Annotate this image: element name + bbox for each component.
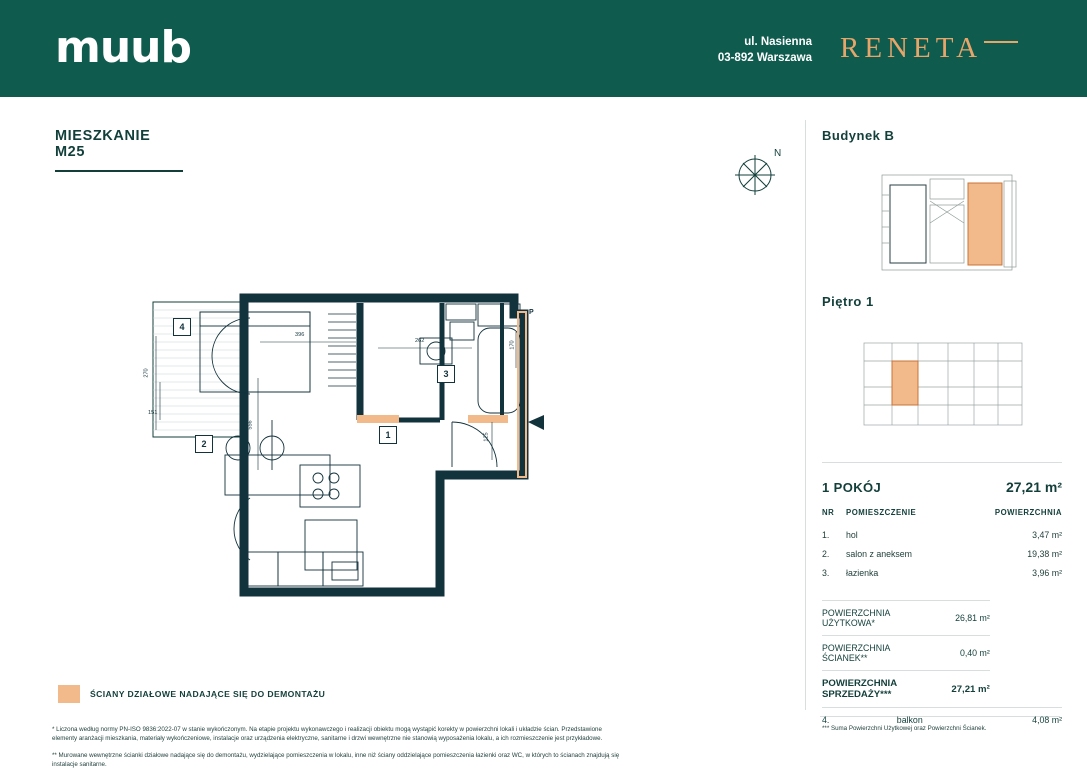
compass-icon	[730, 150, 780, 200]
floor-minimap-drawing	[822, 335, 1062, 435]
balcony-value: 4,08 m²	[990, 708, 1062, 733]
address-city: 03-892 Warszawa	[717, 52, 812, 64]
room-label-4: 4	[173, 318, 191, 336]
address-street: ul. Nasienna	[744, 36, 812, 48]
total-row-walls	[822, 636, 1062, 671]
dimension-396: 396	[295, 332, 305, 338]
building-title: Budynek B	[822, 128, 895, 143]
dimension-151: 151	[148, 410, 158, 416]
project-logo-underline	[984, 41, 1018, 43]
floor-minimap	[822, 335, 1062, 440]
total-row-sale	[822, 671, 1062, 708]
fixture-label-p: P	[529, 309, 534, 316]
total-area-value: 27,21 m²	[1005, 479, 1062, 495]
dimension-556: 556	[247, 420, 254, 430]
rooms-count-label: 1 POKÓJ	[822, 480, 882, 495]
dimension-262: 262	[415, 338, 425, 344]
floor-section	[822, 294, 1062, 309]
furniture-living	[200, 312, 363, 586]
room-label-1: 1	[379, 426, 397, 444]
table-row	[822, 544, 1062, 563]
legend-swatch	[58, 685, 80, 703]
floorplan	[120, 270, 680, 625]
legend	[58, 685, 325, 703]
compass-north-label: N	[774, 148, 782, 159]
sale-area-label: POWIERZCHNIA SPRZEDAŻY***	[822, 671, 897, 708]
dimension-170: 170	[509, 340, 516, 350]
floor-title: Piętro 1	[822, 294, 874, 309]
table-row	[822, 563, 1062, 582]
address-block	[652, 34, 812, 66]
sale-area-value: 27,21 m²	[897, 671, 990, 708]
highlighted-apartment	[892, 361, 918, 405]
room-name: łazienka	[846, 567, 879, 578]
col-nr: NR	[822, 508, 835, 517]
building-minimap-drawing	[822, 165, 1062, 280]
balcony-label: balkon	[897, 708, 990, 733]
room-name: hol	[846, 529, 858, 540]
rooms-table	[822, 508, 1062, 582]
footnote-2: ** Murowane wewnętrzne ścianki działowe nadające się do demontażu, wydzielające pomieszczenia w lokalu, inne niż ściany oddzielające pomieszczenia łazienki oraz WC, w których to ścianach znajdują się instalacje sanitarne.	[52, 751, 620, 769]
highlighted-unit	[968, 183, 1002, 265]
footnotes	[52, 725, 622, 777]
page-title: MIESZKANIE M25	[55, 128, 183, 172]
vertical-divider	[805, 120, 806, 710]
footnote-1: * Liczona według normy PN-ISO 9836:2022-07 w stanie wykończonym. Na etapie projektu wykonawczego i realizacji obiektu mogą wystąpić korekty w powierzchni lokali i układzie ścian. Przedstawione elementy aranżacji mieszkania, materiały wykończeniowe, instalacje oraz urządzenia elektryczne, sanitarne i drzwi wewnętrzne nie stanowią wyposażenia lokalu, a ich rozmieszczenie jest przykładowe.	[52, 726, 603, 743]
balcony-area	[153, 302, 245, 437]
usable-area-label: POWIERZCHNIA UŻYTKOWA*	[822, 601, 897, 636]
totals-table	[822, 600, 1062, 732]
room-area: 19,38 m²	[1027, 548, 1062, 559]
room-nr: 2.	[822, 548, 830, 559]
dimension-270: 270	[143, 368, 150, 378]
project-logo-text: RENETA	[840, 32, 983, 64]
legend-label: ŚCIANY DZIAŁOWE NADAJĄCE SIĘ DO DEMONTAŻU	[90, 689, 326, 699]
col-area: POWIERZCHNIA	[994, 508, 1062, 517]
building-section	[822, 128, 1062, 143]
project-logo	[840, 32, 1018, 65]
total-row-usable	[822, 601, 1062, 636]
compass	[730, 150, 790, 210]
rooms-table-wrapper	[822, 508, 1062, 582]
dimension-125: 125	[483, 432, 490, 442]
room-area: 3,47 m²	[1032, 529, 1062, 540]
table-row	[822, 525, 1062, 544]
rooms-table-header-row	[822, 508, 1062, 525]
room-label-3: 3	[437, 365, 455, 383]
building-minimap	[822, 165, 1062, 285]
summary-section	[822, 462, 1062, 495]
room-name: salon z aneksem	[846, 548, 913, 559]
room-nr: 1.	[822, 529, 830, 540]
room-label-2: 2	[195, 435, 213, 453]
furniture-bathroom	[420, 304, 520, 413]
walls-area-label: POWIERZCHNIA ŚCIANEK**	[822, 636, 897, 671]
striped-wall	[328, 314, 356, 386]
entry-door	[452, 422, 497, 467]
walls-area-value: 0,40 m²	[897, 636, 990, 671]
col-room: POMIESZCZENIE	[846, 508, 917, 517]
summary-row	[822, 479, 1062, 495]
balcony-nr: 4.	[822, 708, 897, 733]
room-nr: 3.	[822, 567, 830, 578]
page-header	[0, 0, 1087, 97]
totals-section	[822, 600, 1062, 732]
entrance-arrow	[528, 415, 544, 430]
room-area: 3,96 m²	[1032, 567, 1062, 578]
usable-area-value: 26,81 m²	[897, 601, 990, 636]
brand-logo: muub	[55, 22, 191, 73]
right-footnote: *** Suma Powierzchni Użytkowej oraz Powierzchni Ścianek.	[822, 725, 987, 732]
